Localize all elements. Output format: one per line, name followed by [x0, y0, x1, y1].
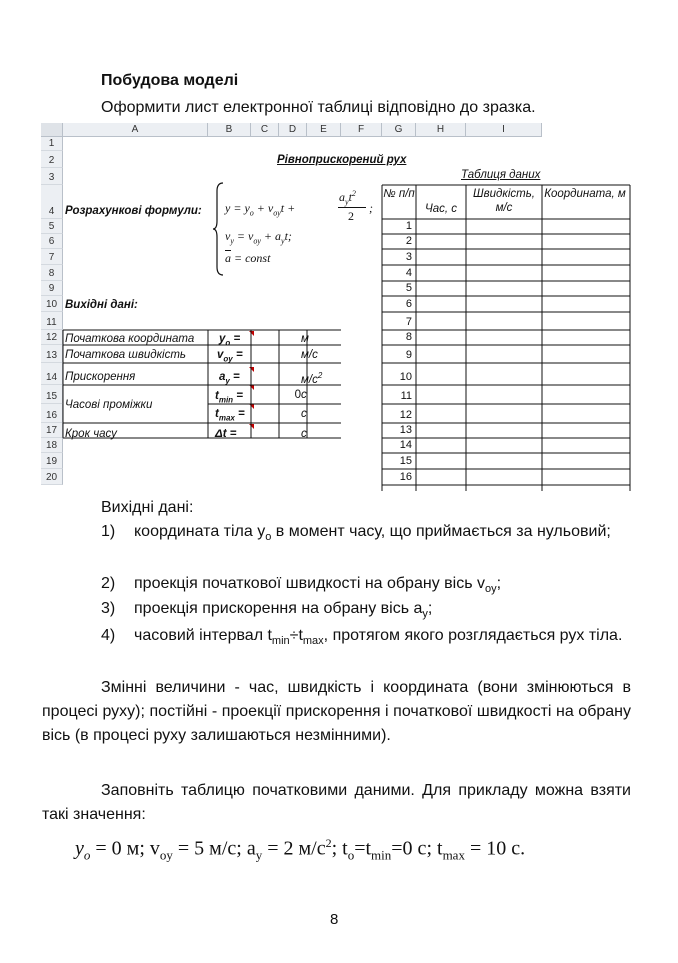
- data-row-number: 2: [405, 235, 412, 247]
- data-row-number: 7: [405, 316, 412, 328]
- param-label: Часові проміжки: [65, 399, 153, 411]
- row-header-20[interactable]: 20: [41, 469, 63, 485]
- paragraph-variables: Змінні величини - час, швидкість і координата (вони змінюються в процесі руху); постійні - проекції прискорення і початкової швидкості на обрану вісь (в процесі руху залишаються незмінними).: [42, 679, 631, 744]
- formula-line-2: $v_y = v_{oy} + a_yt$;: [225, 229, 292, 246]
- input-data-label: Вихідні дані:: [65, 299, 138, 311]
- row-header-7[interactable]: 7: [41, 249, 63, 265]
- data-row-number: 15: [399, 455, 412, 467]
- param-unit: м/с: [301, 349, 318, 361]
- paragraph-fill-table: Заповніть таблицю початковими даними. Для прикладу можна взяти такі значення:: [42, 782, 631, 823]
- formula-line-1: $y = y_o + v_{oy}t$ +: [225, 201, 296, 218]
- param-symbol: $y_o$ =: [219, 333, 241, 348]
- row-header-15[interactable]: 15: [41, 385, 63, 404]
- param-label: Крок часу: [65, 428, 117, 440]
- data-row-number: 10: [399, 371, 412, 383]
- row-header-8[interactable]: 8: [41, 265, 63, 281]
- list-item: проекція прискорення на обрану вісь $a_y$;: [134, 600, 433, 621]
- data-row-number: 13: [399, 424, 412, 436]
- column-header-h[interactable]: H: [416, 123, 466, 137]
- param-symbol: $t_{min}$ =: [215, 390, 243, 405]
- example-values-formula: $y_o = 0$ м; $v_{oy} = 5$ м/с; $a_y = 2$ $м/с^2$; $t_o=t_{min}=0$ с; $t_{max} = 10$ с.: [75, 836, 526, 863]
- column-header-a[interactable]: A: [63, 123, 208, 137]
- list-number: 2): [101, 575, 116, 592]
- table-borders: [41, 123, 631, 491]
- intro-text: Оформити лист електронної таблиці відповідно до зразка.: [101, 99, 536, 116]
- row-header-3[interactable]: 3: [41, 168, 63, 185]
- data-header-time: Час, с: [424, 203, 458, 215]
- data-row-number: 12: [399, 409, 412, 421]
- data-row-number: 4: [405, 267, 412, 279]
- column-header-d[interactable]: D: [279, 123, 307, 137]
- row-header-5[interactable]: 5: [41, 219, 63, 234]
- sheet-title: Рівноприскорений рух: [277, 154, 407, 166]
- param-unit: $м/с^2$: [301, 371, 323, 386]
- formula-semicolon: ;: [369, 201, 373, 215]
- param-symbol: Δt =: [215, 428, 237, 440]
- list-item: координата тіла $y_o$ в момент часу, що приймається за нульовий;: [134, 523, 611, 544]
- data-row-number: 9: [405, 349, 412, 361]
- param-label: Початкова координата: [65, 333, 195, 345]
- param-unit: с: [301, 408, 307, 420]
- formula-fraction-numerator: $a_yt^2$: [339, 189, 356, 207]
- param-label: Прискорення: [65, 371, 136, 383]
- column-header-b[interactable]: B: [208, 123, 251, 137]
- row-header-12[interactable]: 12: [41, 330, 63, 345]
- row-header-2[interactable]: 2: [41, 151, 63, 168]
- row-header-6[interactable]: 6: [41, 234, 63, 249]
- data-row-number: 5: [405, 282, 412, 294]
- list-number: 4): [101, 627, 116, 644]
- param-unit: с: [301, 428, 307, 440]
- param-symbol: $a_y$ =: [219, 371, 240, 386]
- row-header-14[interactable]: 14: [41, 363, 63, 385]
- param-symbol: $v_{oy}$ =: [217, 349, 243, 364]
- column-header-e[interactable]: E: [307, 123, 341, 137]
- data-row-number: 14: [399, 439, 412, 451]
- row-header-16[interactable]: 16: [41, 404, 63, 423]
- data-header-number: № п/п: [383, 188, 415, 200]
- param-unit: м: [301, 333, 309, 345]
- row-header-19[interactable]: 19: [41, 453, 63, 469]
- spreadsheet-sample: [41, 123, 631, 491]
- param-unit: с: [301, 389, 307, 401]
- data-row-number: 3: [405, 251, 412, 263]
- row-header-13[interactable]: 13: [41, 345, 63, 363]
- param-value[interactable]: 0: [294, 389, 301, 401]
- section-heading: Побудова моделі: [101, 72, 239, 89]
- row-header-18[interactable]: 18: [41, 438, 63, 453]
- param-label: Початкова швидкість: [65, 349, 186, 361]
- formula-line-3: $\overline{a}$ = const: [225, 251, 271, 265]
- list-item: часовий інтервал $t_{min}\div t_{max}$, протягом якого розглядається рух тіла.: [134, 627, 623, 648]
- row-header-17[interactable]: 17: [41, 423, 63, 438]
- list-number: 1): [101, 523, 116, 540]
- data-row-number: 16: [399, 471, 412, 483]
- data-row-number: 1: [405, 220, 412, 232]
- row-header-9[interactable]: 9: [41, 281, 63, 296]
- inputs-title: Вихідні дані:: [101, 499, 194, 516]
- data-row-number: 11: [400, 390, 412, 402]
- column-header-f[interactable]: F: [341, 123, 382, 137]
- page-number: 8: [330, 911, 339, 928]
- data-header-velocity: Швидкість, м/с: [473, 188, 535, 214]
- row-header-10[interactable]: 10: [41, 296, 63, 312]
- row-header-4[interactable]: 4: [41, 185, 63, 219]
- param-symbol: $t_{max}$ =: [215, 408, 245, 423]
- column-header-c[interactable]: C: [251, 123, 279, 137]
- row-header-1[interactable]: 1: [41, 137, 63, 151]
- list-number: 3): [101, 600, 116, 617]
- column-header-i[interactable]: I: [466, 123, 542, 137]
- data-header-coordinate: Координата, м: [544, 188, 626, 200]
- formula-fraction-denominator: 2: [348, 209, 354, 223]
- data-table-caption: Таблиця даних: [461, 169, 541, 181]
- list-item: проекція початкової швидкості на обрану вісь $v_{oy}$;: [134, 575, 502, 596]
- row-header-11[interactable]: 11: [41, 312, 63, 330]
- formulas-label: Розрахункові формули:: [65, 205, 202, 217]
- column-header-g[interactable]: G: [382, 123, 416, 137]
- data-row-number: 8: [405, 331, 412, 343]
- data-row-number: 6: [405, 298, 412, 310]
